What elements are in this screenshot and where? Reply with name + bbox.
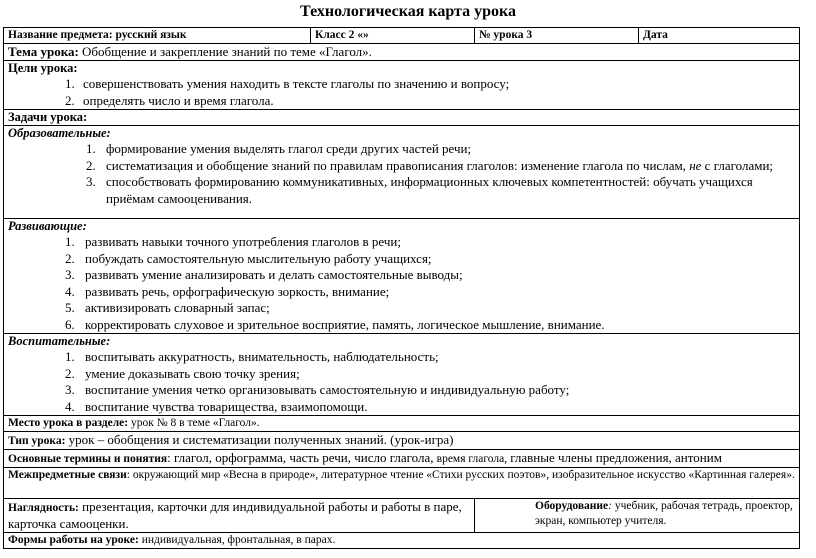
- place-text: урок № 8 в теме «Глагол».: [130, 417, 260, 429]
- equipment-label: Оборудование: [535, 500, 609, 512]
- document-title: Технологическая карта урока: [300, 3, 516, 20]
- tasks-label: Задачи урока:: [8, 110, 88, 124]
- developing-list: [8, 234, 795, 333]
- header-row: [4, 28, 800, 44]
- list-item: 3. способствовать формированию коммуникативных, информационных ключевых компетентностей: обучать учащихся приёмам самооценивания.: [86, 174, 753, 206]
- terms-text: : глагол, орфограмма, часть речи, число глагола,: [167, 450, 434, 465]
- equipment-colon: :: [608, 500, 613, 512]
- visibility-label: Наглядность:: [8, 502, 79, 514]
- list-item: 6. корректировать слуховое и зрительное восприятие, память, логическое мышление, внимание.: [65, 316, 605, 332]
- list-item: 4. воспитание чувства товарищества, взаимопомощи.: [65, 398, 368, 414]
- intersubject-label: Межпредметные связи: [8, 469, 127, 481]
- type-text: урок – обобщения и систематизации полученных знаний. (урок-игра): [68, 432, 454, 447]
- list-item: 2. определять число и время глагола.: [65, 92, 274, 108]
- developing-label: Развивающие:: [8, 219, 87, 233]
- forms-row: [4, 533, 800, 549]
- tasks-row: [4, 110, 800, 126]
- forms-label: Формы работы на уроке:: [8, 534, 139, 546]
- equipment-text: учебник, рабочая тетрадь, проектор, экран, компьютер учителя.: [535, 500, 793, 527]
- upbringing-label: Воспитательные:: [8, 334, 111, 348]
- list-item: 2. побуждать самостоятельную мыслительную работу учащихся;: [65, 250, 432, 266]
- developing-row: [4, 219, 800, 334]
- terms-label: Основные термины и понятия: [8, 453, 168, 465]
- visibility-text: презентация, карточки для индивидуальной работы и работы в паре, карточка самооценки.: [8, 499, 462, 531]
- list-item: 2. систематизация и обобщение знаний по правилам правописания глаголов: изменение глагола по числам, не с глаголами;: [86, 157, 774, 173]
- topic-label: Тема урока:: [8, 44, 79, 59]
- forms-text: индивидуальная, фронтальная, в парах.: [141, 534, 336, 546]
- intersubject-text: : окружающий мир «Весна в природе», литературное чтение «Стихи русских поэтов», изобразительное искусство «Картинная галерея».: [126, 469, 795, 481]
- type-row: [4, 432, 800, 450]
- list-item: 1. совершенствовать умения находить в тексте глаголы по значению и вопросу;: [65, 76, 510, 91]
- list-item: 3. воспитание умения четко организовывать самостоятельную и индивидуальную работу;: [65, 382, 570, 397]
- terms-text-end: главные члены предложения, антоним: [510, 450, 722, 465]
- list-item: 1. формирование умения выделять глагол среди других частей речи;: [86, 141, 472, 156]
- goals-list: [8, 76, 795, 109]
- upbringing-row: [4, 334, 800, 416]
- date-cell: Дата: [639, 28, 800, 44]
- intersubject-row: [4, 468, 800, 499]
- list-item: 2. умение доказывать свою точку зрения;: [65, 365, 300, 381]
- list-item: 1. воспитывать аккуратность, внимательность, наблюдательность;: [65, 349, 439, 364]
- terms-text-small: время глагола,: [436, 453, 508, 465]
- subject-cell: Название предмета: русский язык: [4, 28, 311, 44]
- lesson-card-table: [3, 27, 800, 549]
- goals-label: Цели урока:: [8, 61, 78, 75]
- place-label: Место урока в разделе:: [8, 417, 129, 429]
- topic-row: [4, 44, 800, 61]
- lesson-number-cell: № урока 3: [475, 28, 639, 44]
- materials-row: [4, 499, 800, 533]
- list-item: 3. развивать умение анализировать и делать самостоятельные выводы;: [65, 267, 463, 282]
- educational-row: [4, 126, 800, 219]
- place-row: [4, 416, 800, 432]
- upbringing-list: [8, 349, 795, 415]
- topic-text: Обобщение и закрепление знаний по теме «Глагол».: [81, 44, 372, 59]
- type-label: Тип урока:: [8, 435, 66, 447]
- educational-label: Образовательные:: [8, 126, 111, 140]
- list-item: 4. развивать речь, орфографическую зоркость, внимание;: [65, 283, 390, 299]
- class-cell: Класс 2 «»: [311, 28, 475, 44]
- list-item: 5. активизировать словарный запас;: [65, 300, 270, 315]
- terms-row: [4, 450, 800, 468]
- educational-list: [8, 141, 795, 207]
- goals-row: [4, 61, 800, 110]
- list-item: 1. развивать навыки точного употребления глаголов в речи;: [65, 234, 401, 249]
